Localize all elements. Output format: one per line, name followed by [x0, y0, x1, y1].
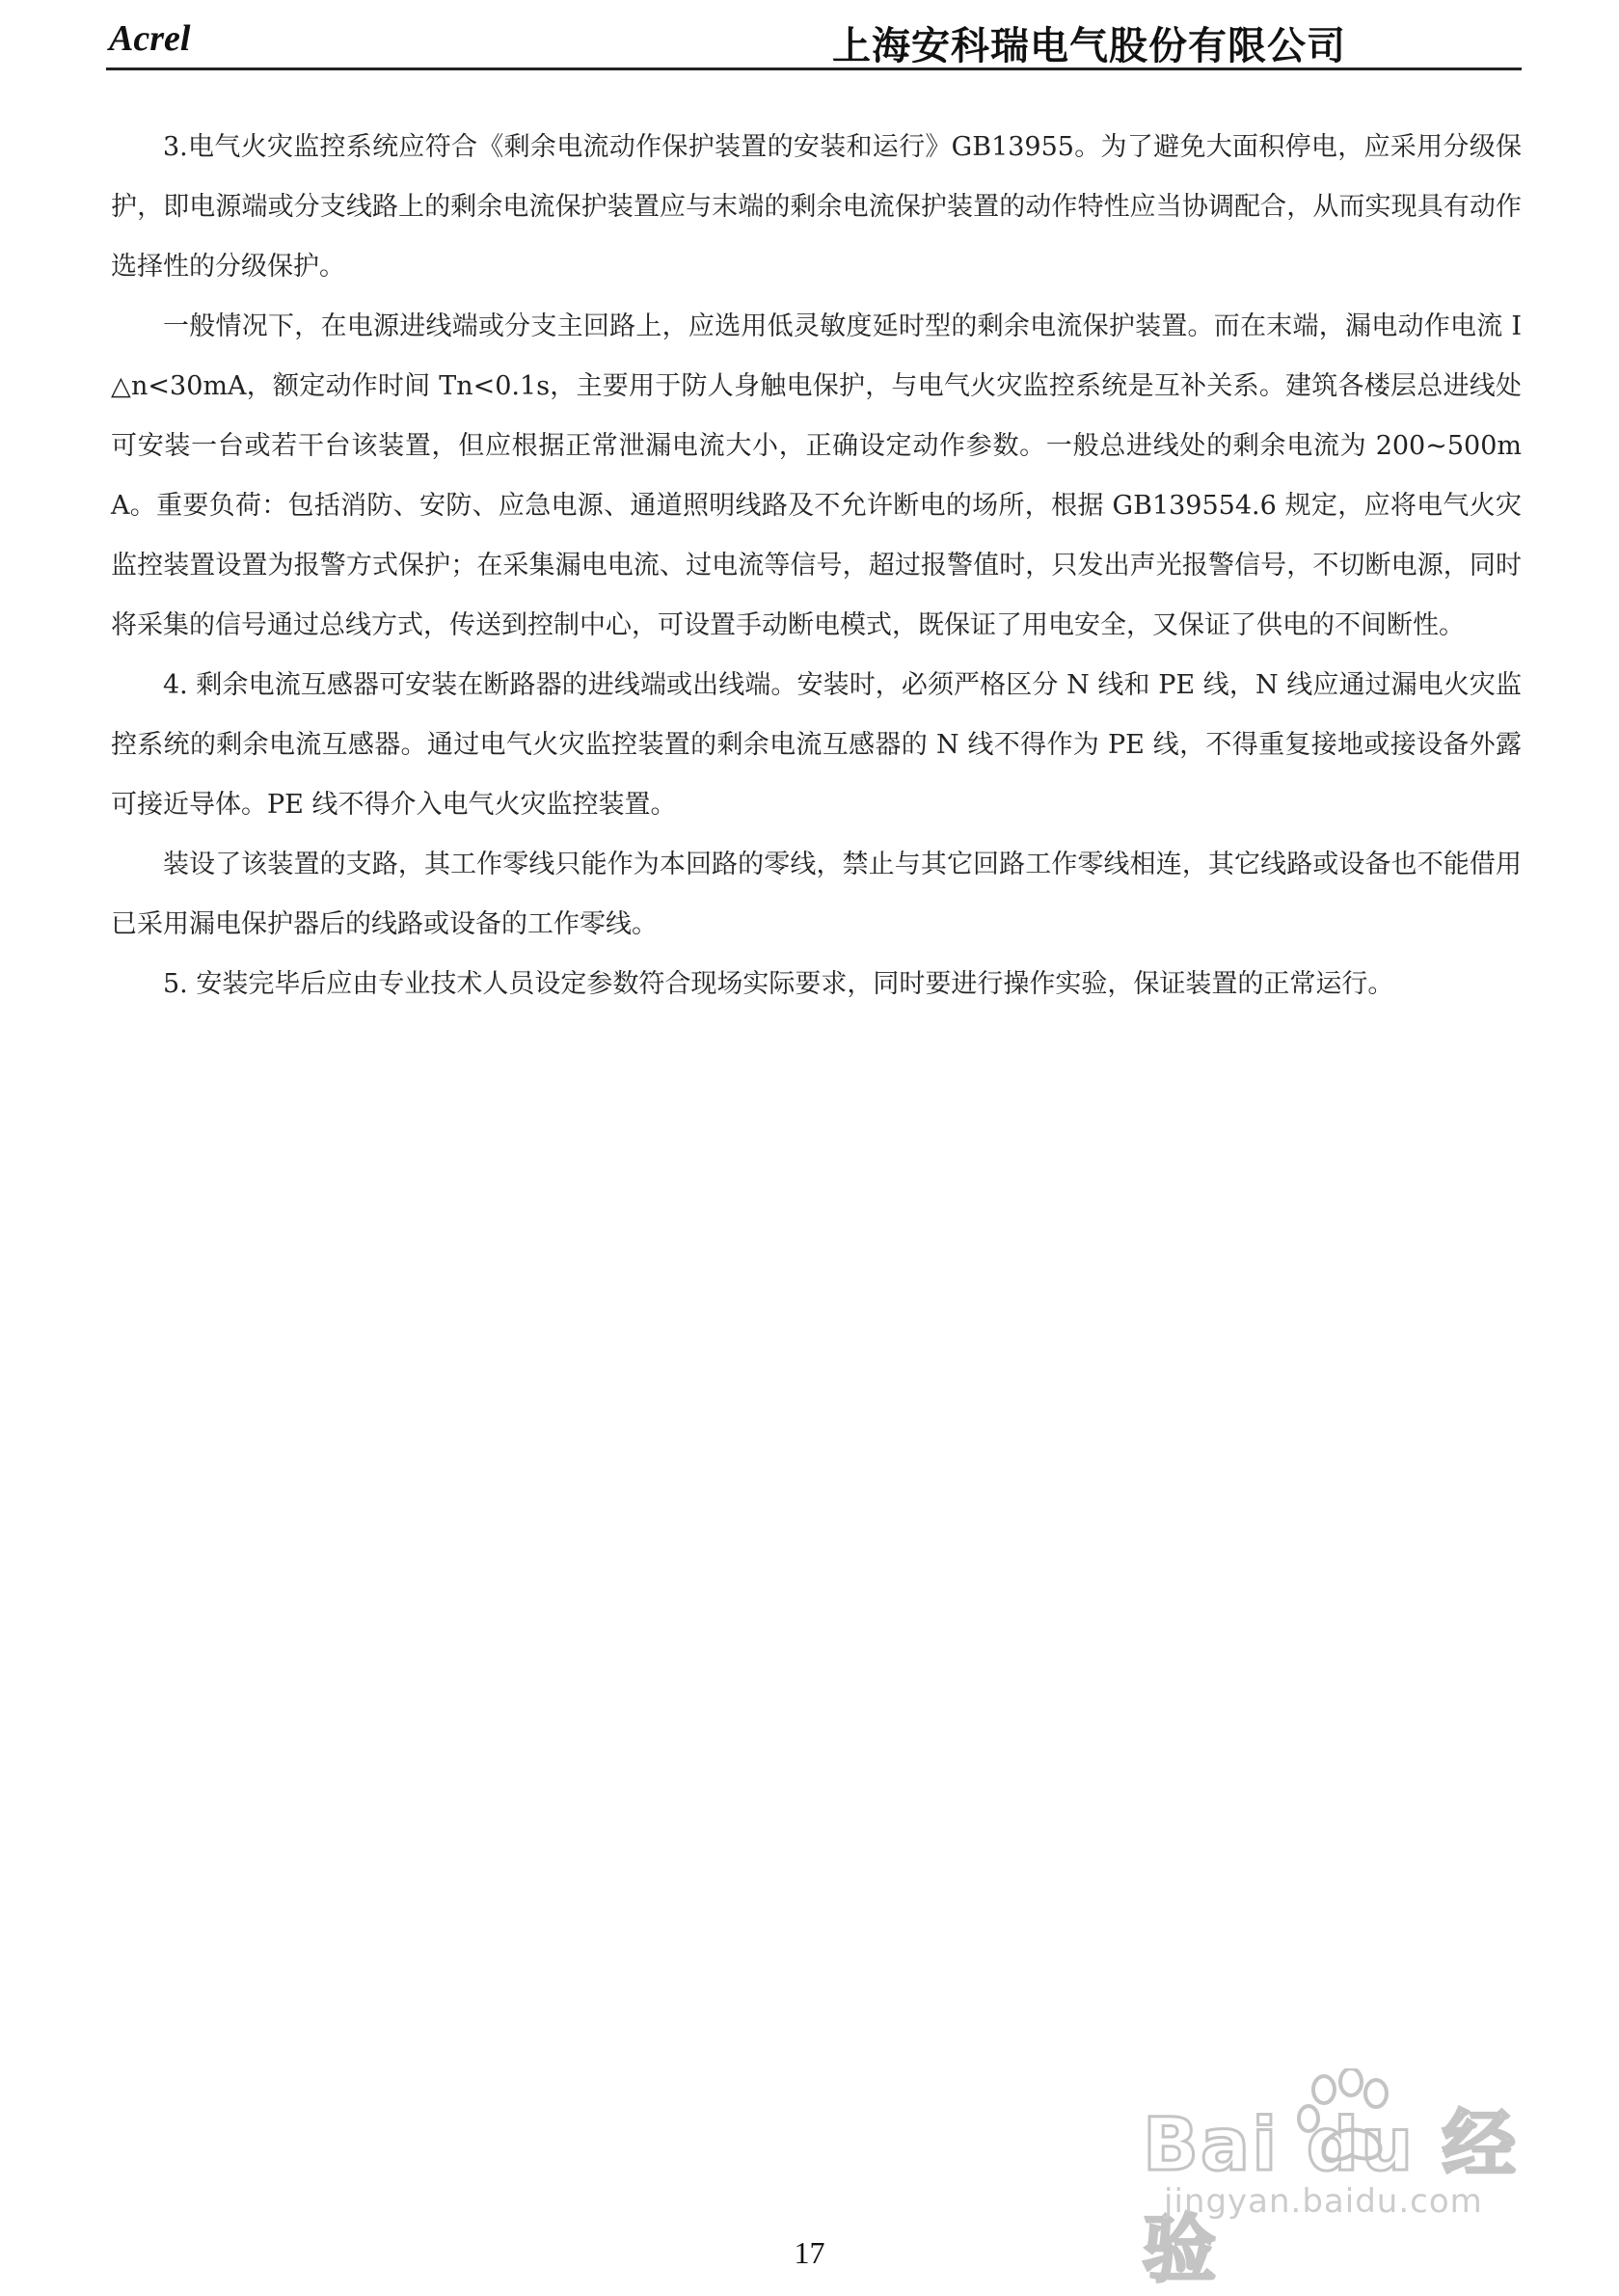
paragraph-general: 一般情况下，在电源进线端或分支主回路上，应选用低灵敏度延时型的剩余电流保护装置。而在末端，漏电动作电流 I△n<30mA，额定动作时间 Tn<0.1s，主要用于防人身触电保护，与电气火灾监控系统是互补关系。建筑各楼层总进线处可安装一台或若干台该装置，但应根据正常泄漏电流大小，正确设定动作参数。一般总进线处的剩余电流为 200~500mA。重要负荷：包括消防、安防、应急电源、通道照明线路及不允许断电的场所，根据 GB139554.6 规定，应将电气火灾监控装置设置为报警方式保护；在采集漏电电流、过电流等信号，超过报警值时，只发出声光报警信号，不切断电源，同时将采集的信号通过总线方式，传送到控制中心，可设置手动断电模式，既保证了用电安全，又保证了供电的不间断性。: [111, 311, 1522, 640]
paragraph-5: 5. 安装完毕后应由专业技术人员设定参数符合现场实际要求，同时要进行操作实验，保证装置的正常运行。: [163, 969, 1394, 999]
page-header: [109, 8, 1520, 68]
company-name: 上海安科瑞电气股份有限公司: [832, 24, 1346, 68]
baidu-watermark: [1143, 2068, 1528, 2292]
header-divider: [106, 68, 1522, 70]
watermark-url: jingyan.baidu.com: [1164, 2182, 1483, 2221]
watermark-logo: Bai du 经验: [1143, 2101, 1518, 2292]
document-body: [111, 118, 1522, 1014]
brand-name: Acrel: [109, 18, 191, 59]
page-number: 17: [794, 2235, 825, 2270]
paragraph-4: 4. 剩余电流互感器可安装在断路器的进线端或出线端。安装时，必须严格区分 N 线和 PE 线，N 线应通过漏电火灾监控系统的剩余电流互感器。通过电气火灾监控装置的剩余电流互感器的 N 线不得作为 PE 线，不得重复接地或接设备外露可接近导体。PE 线不得介入电气火灾监控装置。: [111, 670, 1522, 820]
paragraph-neutral: 装设了该装置的支路，其工作零线只能作为本回路的零线，禁止与其它回路工作零线相连，其它线路或设备也不能借用已采用漏电保护器后的线路或设备的工作零线。: [111, 850, 1522, 939]
paragraph-3: 3.电气火灾监控系统应符合《剩余电流动作保护装置的安装和运行》GB13955。为了避免大面积停电，应采用分级保护，即电源端或分支线路上的剩余电流保护装置应与末端的剩余电流保护装置的动作特性应当协调配合，从而实现具有动作选择性的分级保护。: [111, 132, 1522, 282]
